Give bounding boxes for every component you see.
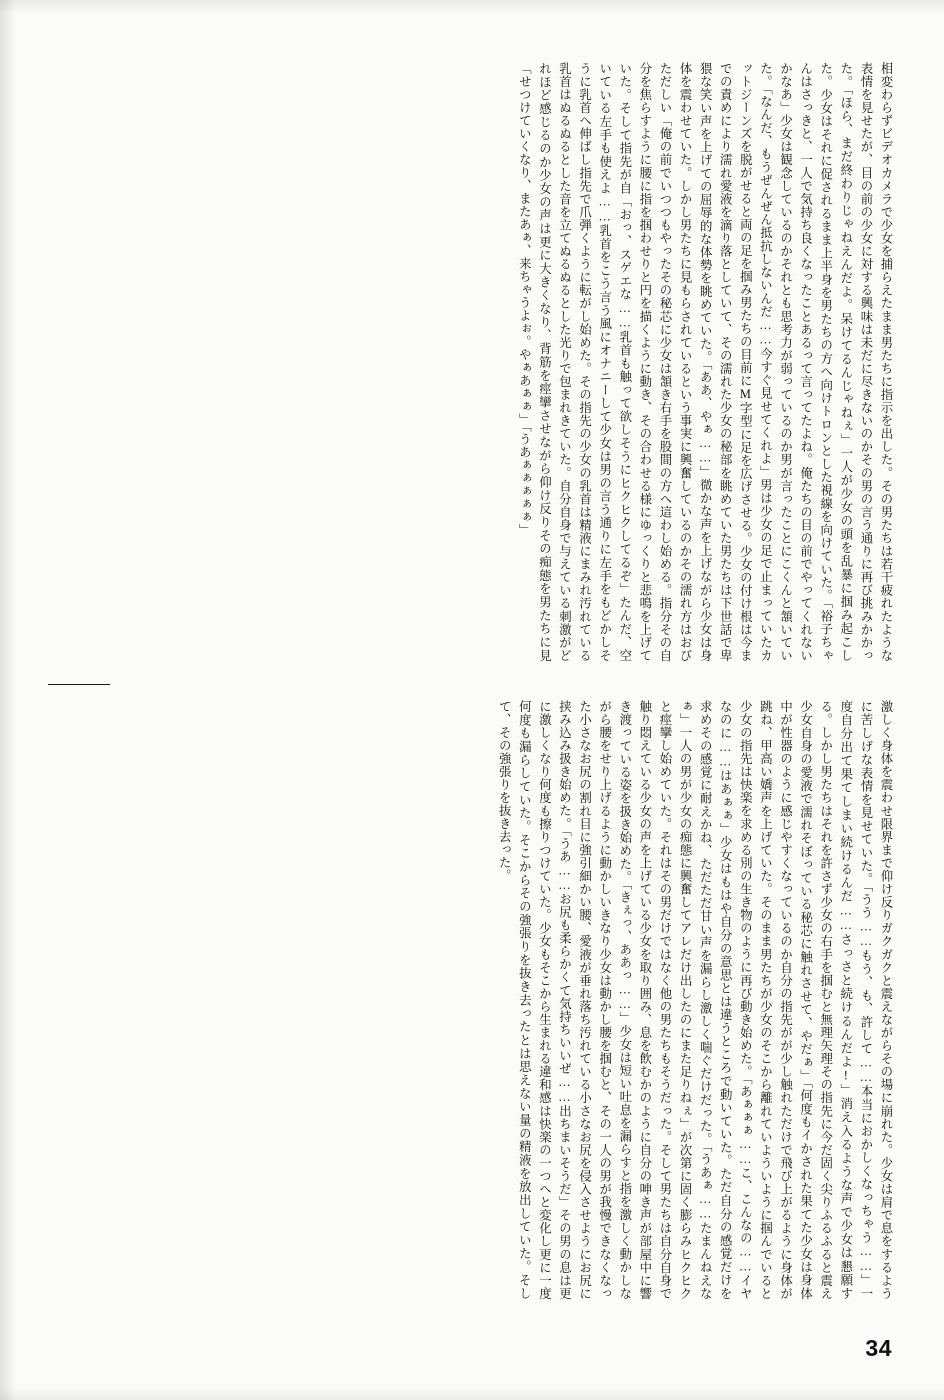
upper-text-block: [76, 62, 896, 662]
upper-text-paragraph: 相変わらずビデオカメラで少女を捕らえたまま男たちに指示を出した。その男たちは若干疲れたような表情を見せたが、目の前の少女に対する興味は未だに尽きないのかその男の言う通りに再び挑みかかった。「ほら、まだ終わりじゃねえんだよ。呆けてるんじゃねぇ」一人が少女の頭を乱暴に掴み起こした。少女はそれに促されるまま上半身を男たちの方へ向けトロンとした視線を向けていた。「裕子ちゃんはさっきと、一人で気持ち良くなったことあるって言ってたよね。俺たちの目の前でやってくれないかなあ」少女は観念しているのかそれとも思考力が弱っているのか男が言ったことにこくんと頷いていた。「なんだ、もうぜんぜん抵抗しないんだ……今すぐ見せてくれよ」男は少女の足で止まっていたカットジーンズを脱がせると両の足を掴み男たちの目前にM字型に足を広げさせる。少女の付け根は今までの責めにより濡れ愛液を滴り落としていて、その濡れた少女の秘部を眺めていた男たちは下世話で卑猥な笑い声を上げての屈辱的な体勢を眺めていた。「ああ、やぁ……」微かな声を上げながら少女は身体を震わせていた。しかし男たちに見もらされているという事実に興奮しているのかその濡れ方はおびただしい「俺の前でいつつもやったその秘芯に少女は頷き右手を股間の方へ這わし始める。指分その自分を焦らすように腰に指を掴わせりと円を描くように動き、その合わせる様にゆっくりと悲鳴を上げていた。そして指先が自「おっ、スゲエな……乳首も触って欲しそうにヒクヒクしてるぞ」たんだ、空いている左手も使えよ……乳首をこう言う風にオナニーして少女は男の言う通りに左手をもどかしそうに乳首へ伸ばし指先で爪弾くように転がし始めた。その指先の少女の乳首は精液にまみれ汚れている乳首はぬるぬるとした音を立てぬるぬるとした光りで包まれきていた。自分自身で与えている刺激がどれほど感じるのか少女の声は更に大きくなり、背筋を痙攣させながら仰け反りその痴態を男たちに見「せつけていくなり、またあぁ、来ちゃうよぉ。やぁあぁぁ」「うあぁぁぁぁぁ」: [517, 62, 893, 662]
page-number: 34: [865, 1335, 892, 1361]
scan-edge-shadow-top: [0, 0, 944, 14]
scan-edge-shadow-left: [0, 0, 16, 1400]
scan-edge-shadow-bottom: [0, 1386, 944, 1400]
lower-text-paragraph: 激しく身体を震わせ限界まで仰け反りガクガクと震えながらその場に崩れた。少女は肩で息をするように苦しげな表情を見せていた。「うう……もう、も、許して……本当におかしくなっちゃう……」一度自分出て果てしまい続けるんだ……さっさと続けるんだよ!」消え入るような声で少女は懇願する。しかし男たちはそれを許さず少女の右手を掴むと無理矢理その指先に今だ固く尖りふるふると震え少女自身の愛液で濡れそぼっている秘芯に触れさせて、やだぁ」「何度もイかされた果てた少女は身体中が性器のように感じやすくなっているのか自分の指先がが少し触れただけで飛び上がるように身体が跳ね、甲高い嬌声を上げていた。そのまま男たちが少女のそこから離れていよういように掴んでいると少女の指先は快楽を求める別の生き物のように再び動き始めた。「あぁぁぁ……こ、こんなの……イヤなのに……はあぁぁ」少女はもはや自分の意思とは違うところで動いていた。ただ自分の感覚だけを求めその感覚に耐えかね、ただただ甘い声を漏らし激しく喘ぐだけだった。「うあぁ……たまんねえなぁ」一人の男が少女の痴態に興奮してアレだけ出したのにまた足りねぇ」が次第に固く膨らみヒクヒクと痙攣し始めていた。それはその男だけではなく他の男たちもそうだった。そして男たちは自分自身で触り悶えている少女の声を上げている少女を取り囲み、息を飲むかのように自分の呻き声が部屋中に響き渡っている姿を扱き始めた。「きぇっ、ああっ……」少女は短い吐息を漏らすと指を激しく動かしながら腰をせり上げるように動かしいきなり少女は動かし腰を掴むと、その一人の男が我慢できなくなった小さなお尻の割れ目に強引細かい腰、愛液が垂れ落ち汚れている小さなお尻を侵入させようにお尻に挟み込み扱き始めた。「うあ……お尻も柔らかくて気持ちいいぜ……出ちまいそうだ」その男の息は更に激しくなり何度も擦りつけていた。少女もそこから生まれる違和感は快楽の一つへと変化し更に一度何度も漏らしていた。そこからその強張りを抜き去ったとは思えない量の精液を放出していた。そして、その強張りを抜き去った。: [497, 700, 893, 1300]
section-divider-rule: [48, 684, 110, 685]
lower-text-block: [76, 700, 896, 1300]
